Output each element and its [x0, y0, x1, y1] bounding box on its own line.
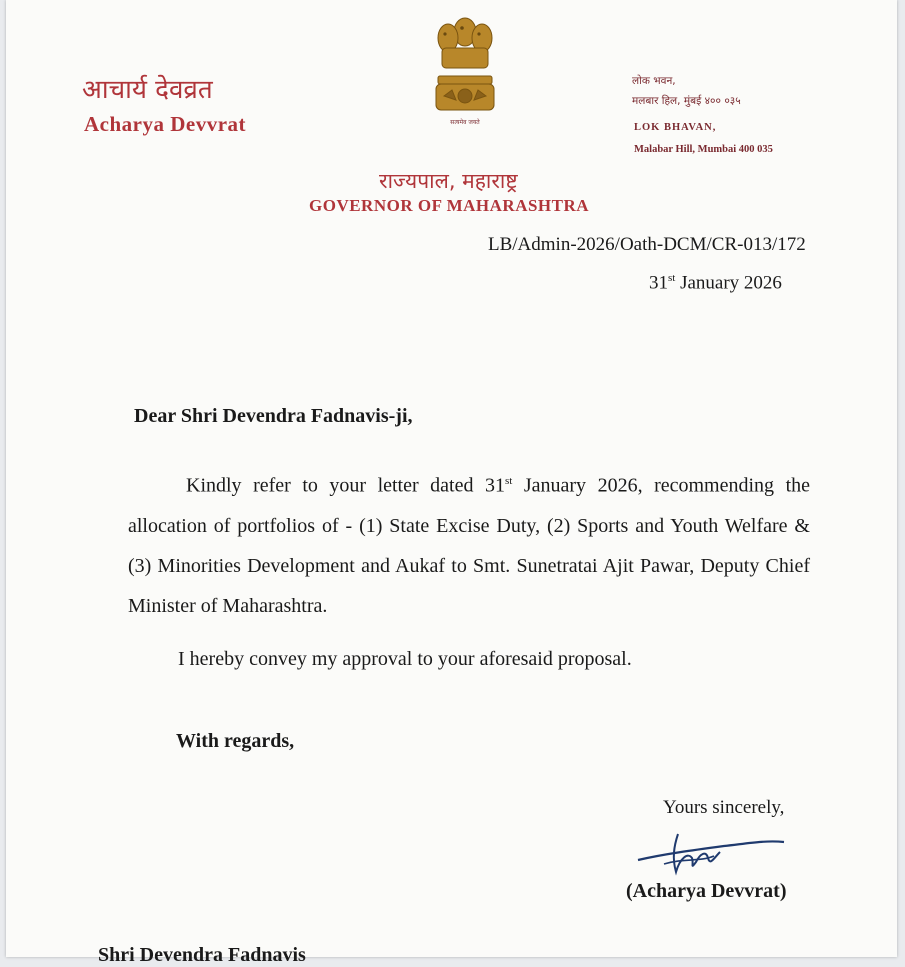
address-hindi-line2: मलबार हिल, मुंबई ४०० ०३५ [632, 95, 741, 107]
salutation: Dear Shri Devendra Fadnavis-ji, [134, 405, 413, 427]
body-paragraph-2: I hereby convey my approval to your aforesaid proposal. [178, 648, 632, 670]
para1-sup: st [505, 475, 513, 487]
addressee-cut-off: Shri Devendra Fadnavis [98, 944, 306, 966]
letter-page [6, 0, 897, 966]
letter-date [649, 272, 782, 294]
signature-icon [634, 828, 794, 880]
sender-name-hindi: आचार्य देवव्रत [82, 75, 213, 105]
office-title-hindi: राज्यपाल, महाराष्ट्र [379, 169, 518, 193]
closing-line: Yours sincerely, [663, 797, 785, 818]
sender-name-english: Acharya Devvrat [84, 112, 247, 136]
address-hindi-line1: लोक भवन, [632, 75, 676, 87]
para1-start: Kindly refer to your letter dated 31 [186, 474, 505, 497]
office-title-english: GOVERNOR OF MAHARASHTRA [309, 196, 590, 215]
date-day: 31 [649, 272, 668, 294]
para1-rest: January 2026, recommending the allocation of portfolios of - (1) State Excise Duty, (2) Sports and Youth Welfare & (3) Minorities Development and Aukaf to Smt. Sunetratai Ajit Pawar, Deputy Chief Minister of Maharashtra. [128, 474, 810, 617]
regards-line: With regards, [176, 730, 295, 752]
date-suffix: st [668, 272, 676, 284]
body-paragraph-1 [128, 461, 810, 626]
emblem-caption: सत्यमेव जयते [450, 119, 480, 126]
address-english-line1: LOK BHAVAN, [634, 122, 717, 133]
national-emblem-icon [426, 10, 504, 128]
signer-name: (Acharya Devvrat) [626, 880, 787, 902]
address-english-line2: Malabar Hill, Mumbai 400 035 [634, 144, 773, 155]
date-rest: January 2026 [680, 272, 782, 294]
reference-number: LB/Admin-2026/Oath-DCM/CR-013/172 [488, 234, 806, 255]
